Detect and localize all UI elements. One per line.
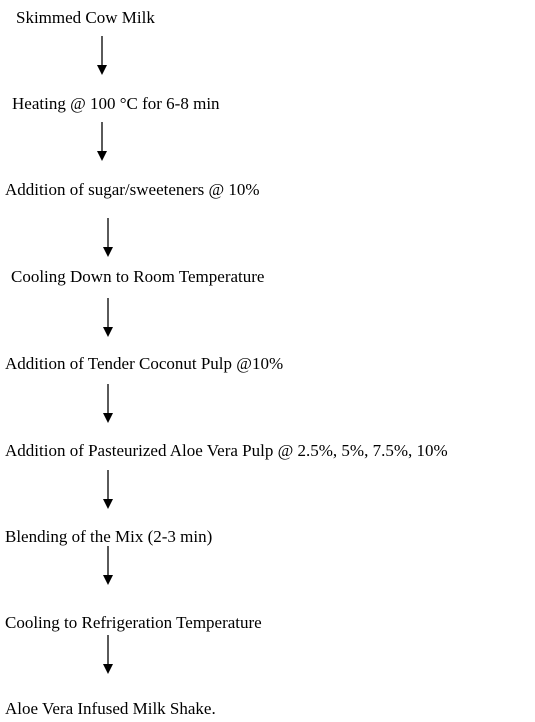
step-cooling-room-temperature: Cooling Down to Room Temperature xyxy=(11,267,265,286)
flow-arrow-1 xyxy=(94,36,110,76)
step-blending-of-the-mix: Blending of the Mix (2-3 min) xyxy=(5,527,213,546)
step-aloe-vera-milk-shake: Aloe Vera Infused Milk Shake. xyxy=(5,699,216,718)
step-addition-of-coconut-pulp: Addition of Tender Coconut Pulp @10% xyxy=(5,354,284,373)
flow-arrow-8 xyxy=(100,635,116,675)
flow-arrow-7 xyxy=(100,546,116,586)
step-cooling-refrigeration-temperature: Cooling to Refrigeration Temperature xyxy=(5,613,262,632)
step-heating: Heating @ 100 °C for 6-8 min xyxy=(12,94,220,113)
flow-arrow-6 xyxy=(100,470,116,510)
flow-arrow-4 xyxy=(100,298,116,338)
step-addition-of-sugar: Addition of sugar/sweeteners @ 10% xyxy=(5,180,260,199)
flow-arrow-5 xyxy=(100,384,116,424)
flow-arrow-2 xyxy=(94,122,110,162)
step-skimmed-cow-milk: Skimmed Cow Milk xyxy=(16,8,155,27)
step-addition-of-aloe-vera-pulp: Addition of Pasteurized Aloe Vera Pulp @ 2.5%, 5%, 7.5%, 10% xyxy=(5,441,448,460)
flow-arrow-3 xyxy=(100,218,116,258)
